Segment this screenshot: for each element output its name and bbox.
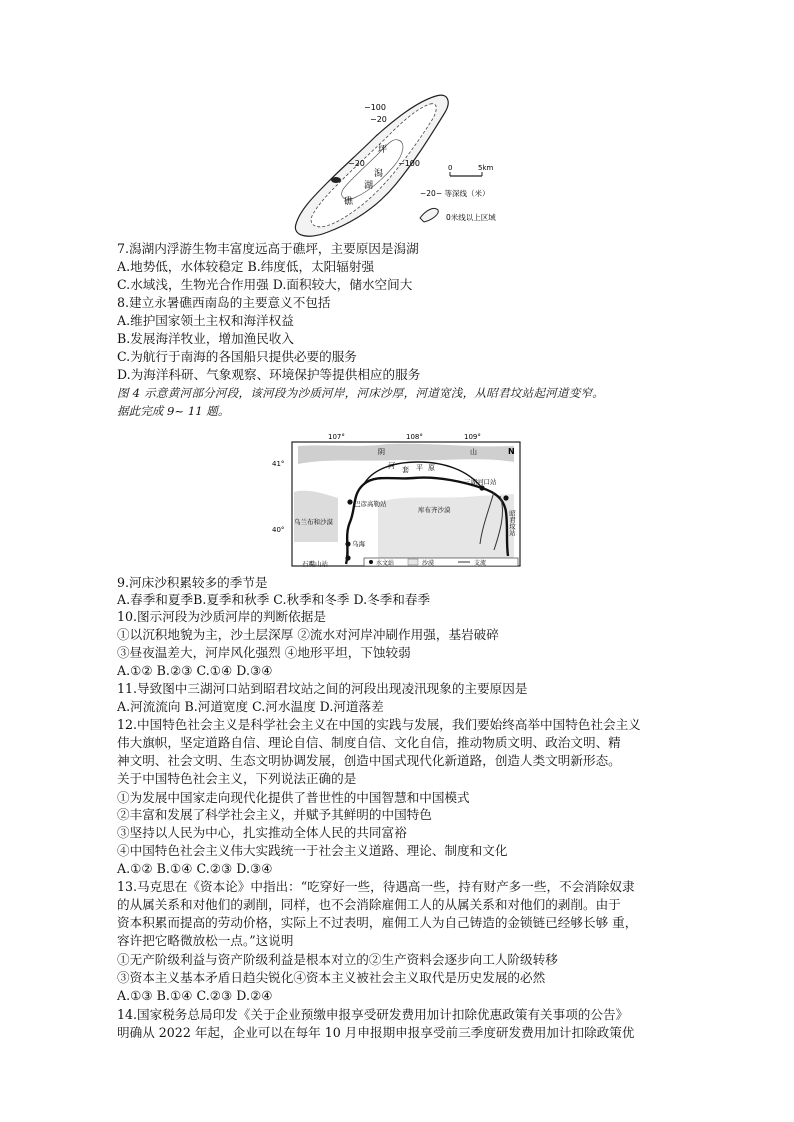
- question-line: 伟大旗帜，坚定道路自信、理论自信、制度自信、文化自信，推动物质文明、政治文明、精: [117, 735, 621, 750]
- station-label: 昭君坟站: [508, 510, 516, 536]
- question-line: 明确从 2022 年起，企业可以在每年 10 月申报期申报享受前三季度研发费用加计扣除政策优: [117, 1025, 635, 1040]
- question-line: 关于中国特色社会主义，下列说法正确的是: [117, 771, 357, 786]
- legend-label: 水文站: [376, 560, 395, 567]
- place-label: 湖: [364, 181, 374, 191]
- station-marker: [345, 541, 350, 546]
- kubuqi-desert: [378, 494, 514, 562]
- question-line: D.为海洋科研、气象观察、环境保护等提供相应的服务: [117, 367, 421, 382]
- north-arrow: N: [508, 447, 515, 456]
- map-label: 阴: [378, 448, 385, 456]
- scale-label: 5km: [478, 164, 494, 172]
- question-line: ②丰富和发展了科学社会主义，并赋予其鲜明的中国特色: [117, 807, 432, 822]
- lon-label: 108°: [406, 433, 423, 441]
- map-label: 套: [402, 466, 409, 474]
- question-line: 7.潟湖内浮游生物丰富度远高于礁坪，主要原因是潟湖: [117, 241, 419, 256]
- river-map: [268, 432, 530, 574]
- question-line: C.为航行于南海的各国船只提供必要的服务: [117, 349, 357, 364]
- contour-label: −100: [364, 103, 386, 112]
- station-label: 巴彦高勒站: [354, 500, 387, 508]
- place-label: 礁: [344, 197, 354, 207]
- place-label: 潟: [374, 169, 384, 179]
- legend-label: 支流: [474, 560, 487, 567]
- question-line: A.地势低，水体较稳定 B.纬度低，太阳辐射强: [117, 259, 375, 274]
- legend-label: 沙漠: [422, 560, 435, 567]
- question-line: A.维护国家领土主权和海洋权益: [117, 313, 294, 328]
- lon-label: 109°: [464, 433, 481, 441]
- legend-desert-icon: [408, 559, 418, 565]
- question-line: ③资本主义基本矛盾日趋尖锐化④资本主义被社会主义取代是历史发展的必然: [117, 970, 546, 985]
- legend-land: 0米线以上区域: [446, 213, 496, 222]
- question-line: 13.马克思在《资本论》中指出：“吃穿好一些，待遇高一些，持有财产多一些，不会消除奴隶: [117, 879, 635, 894]
- question-line: A.①② B.①④ C.②③ D.③④: [117, 861, 273, 876]
- question-line: ③昼夜温差大，河岸风化强烈 ④地形平坦，下蚀较弱: [117, 645, 411, 660]
- question-line: 的从属关系和对他们的剥削，同样，也不会消除雇佣工人的从属关系和对他们的剥削。由于: [117, 897, 621, 912]
- question-line: ④中国特色社会主义伟大实践统一于社会主义道路、理论、制度和文化: [117, 843, 508, 858]
- question-line: 9.河床沙积累较多的季节是: [117, 575, 268, 590]
- map-label: 平: [416, 464, 423, 472]
- question-line: 12.中国特色社会主义是科学社会主义在中国的实践与发展，我们要始终高举中国特色社会主义: [117, 717, 641, 732]
- figure-caption: 图 4 示意黄河部分河段，该河段为沙质河岸，河床沙厚，河道宽浅，从昭君坟站起河道变窄。: [117, 386, 605, 400]
- question-line: ①无产阶级利益与资产阶级利益是根本对立的②生产资料会逐步向工人阶级转移: [117, 952, 558, 967]
- ulanbuhe-desert: [294, 491, 338, 542]
- figure-caption: 据此完成 9~ 11 题。: [117, 404, 230, 418]
- map-label: 河: [388, 462, 395, 470]
- question-line: ③坚持以人民为中心，扎实推动全体人民的共同富裕: [117, 825, 407, 840]
- station-label: 三湖河口站: [464, 478, 497, 486]
- contour-label: −20: [370, 115, 387, 124]
- question-line: 11.导致图中三湖河口站到昭君坟站之间的河段出现凌汛现象的主要原因是: [117, 681, 528, 696]
- question-line: 8.建立永暑礁西南岛的主要意义不包括: [117, 295, 331, 310]
- station-marker: [479, 485, 484, 490]
- map-label: 乌兰布和沙漠: [294, 518, 333, 526]
- question-line: A.①③ B.①④ C.②③ D.②④: [117, 988, 273, 1003]
- legend-station-icon: [369, 560, 373, 564]
- question-line: B.发展海洋牧业，增加渔民收入: [117, 331, 294, 346]
- station-label: 石嘴山站: [302, 560, 328, 568]
- question-line: A.春季和夏季B.夏季和秋季 C.秋季和冬季 D.冬季和春季: [117, 592, 431, 607]
- question-line: 资本积累而提高的劳动价格，实际上不过表明，雇佣工人为自己铸造的金锁链已经够长够 重，: [117, 915, 638, 930]
- question-line: C.水域浅，生物光合作用强 D.面积较大，储水空间大: [117, 277, 413, 292]
- lon-label: 107°: [328, 433, 345, 441]
- lat-label: 41°: [272, 460, 285, 468]
- station-marker: [345, 555, 350, 560]
- question-line: A.河流流向 B.河道宽度 C.河水温度 D.河道落差: [117, 699, 384, 714]
- station-marker: [503, 495, 508, 500]
- map-label: 山: [470, 448, 477, 456]
- question-line: 神文明、社会文明、生态文明协调发展，创造中国式现代化新道路，创造人类文明新形态。: [117, 753, 621, 768]
- place-label: 坪: [378, 145, 388, 155]
- scale-label: 0: [448, 164, 453, 172]
- question-line: 容许把它略微放松一点。”这说明: [117, 933, 294, 948]
- legend-land-icon: [420, 208, 438, 222]
- map-label: 库布齐沙漠: [418, 506, 451, 514]
- question-line: 10.图示河段为沙质河岸的判断依据是: [117, 609, 326, 624]
- station-marker: [347, 499, 352, 504]
- lat-label: 40°: [272, 526, 285, 534]
- reef-map: [278, 92, 530, 240]
- question-line: ①为发展中国家走向现代化提供了普世性的中国智慧和中国模式: [117, 790, 470, 805]
- question-line: ①以沉积地貌为主，沙土层深厚 ②流水对河岸冲刷作用强，基岩破碎: [117, 627, 499, 642]
- question-line: A.①② B.②③ C.①④ D.③④: [117, 663, 273, 678]
- contour-label: −20: [348, 159, 365, 168]
- island-marker: [331, 177, 341, 183]
- question-line: 14.国家税务总局印发《关于企业预缴申报享受研发费用加计扣除优惠政策有关事项的公告》: [117, 1007, 629, 1022]
- contour-label: −100: [398, 159, 420, 168]
- map-label: 乌海: [352, 540, 365, 548]
- legend-isobath: −20− 等深线（米）: [420, 189, 490, 198]
- map-label: 原: [428, 464, 435, 472]
